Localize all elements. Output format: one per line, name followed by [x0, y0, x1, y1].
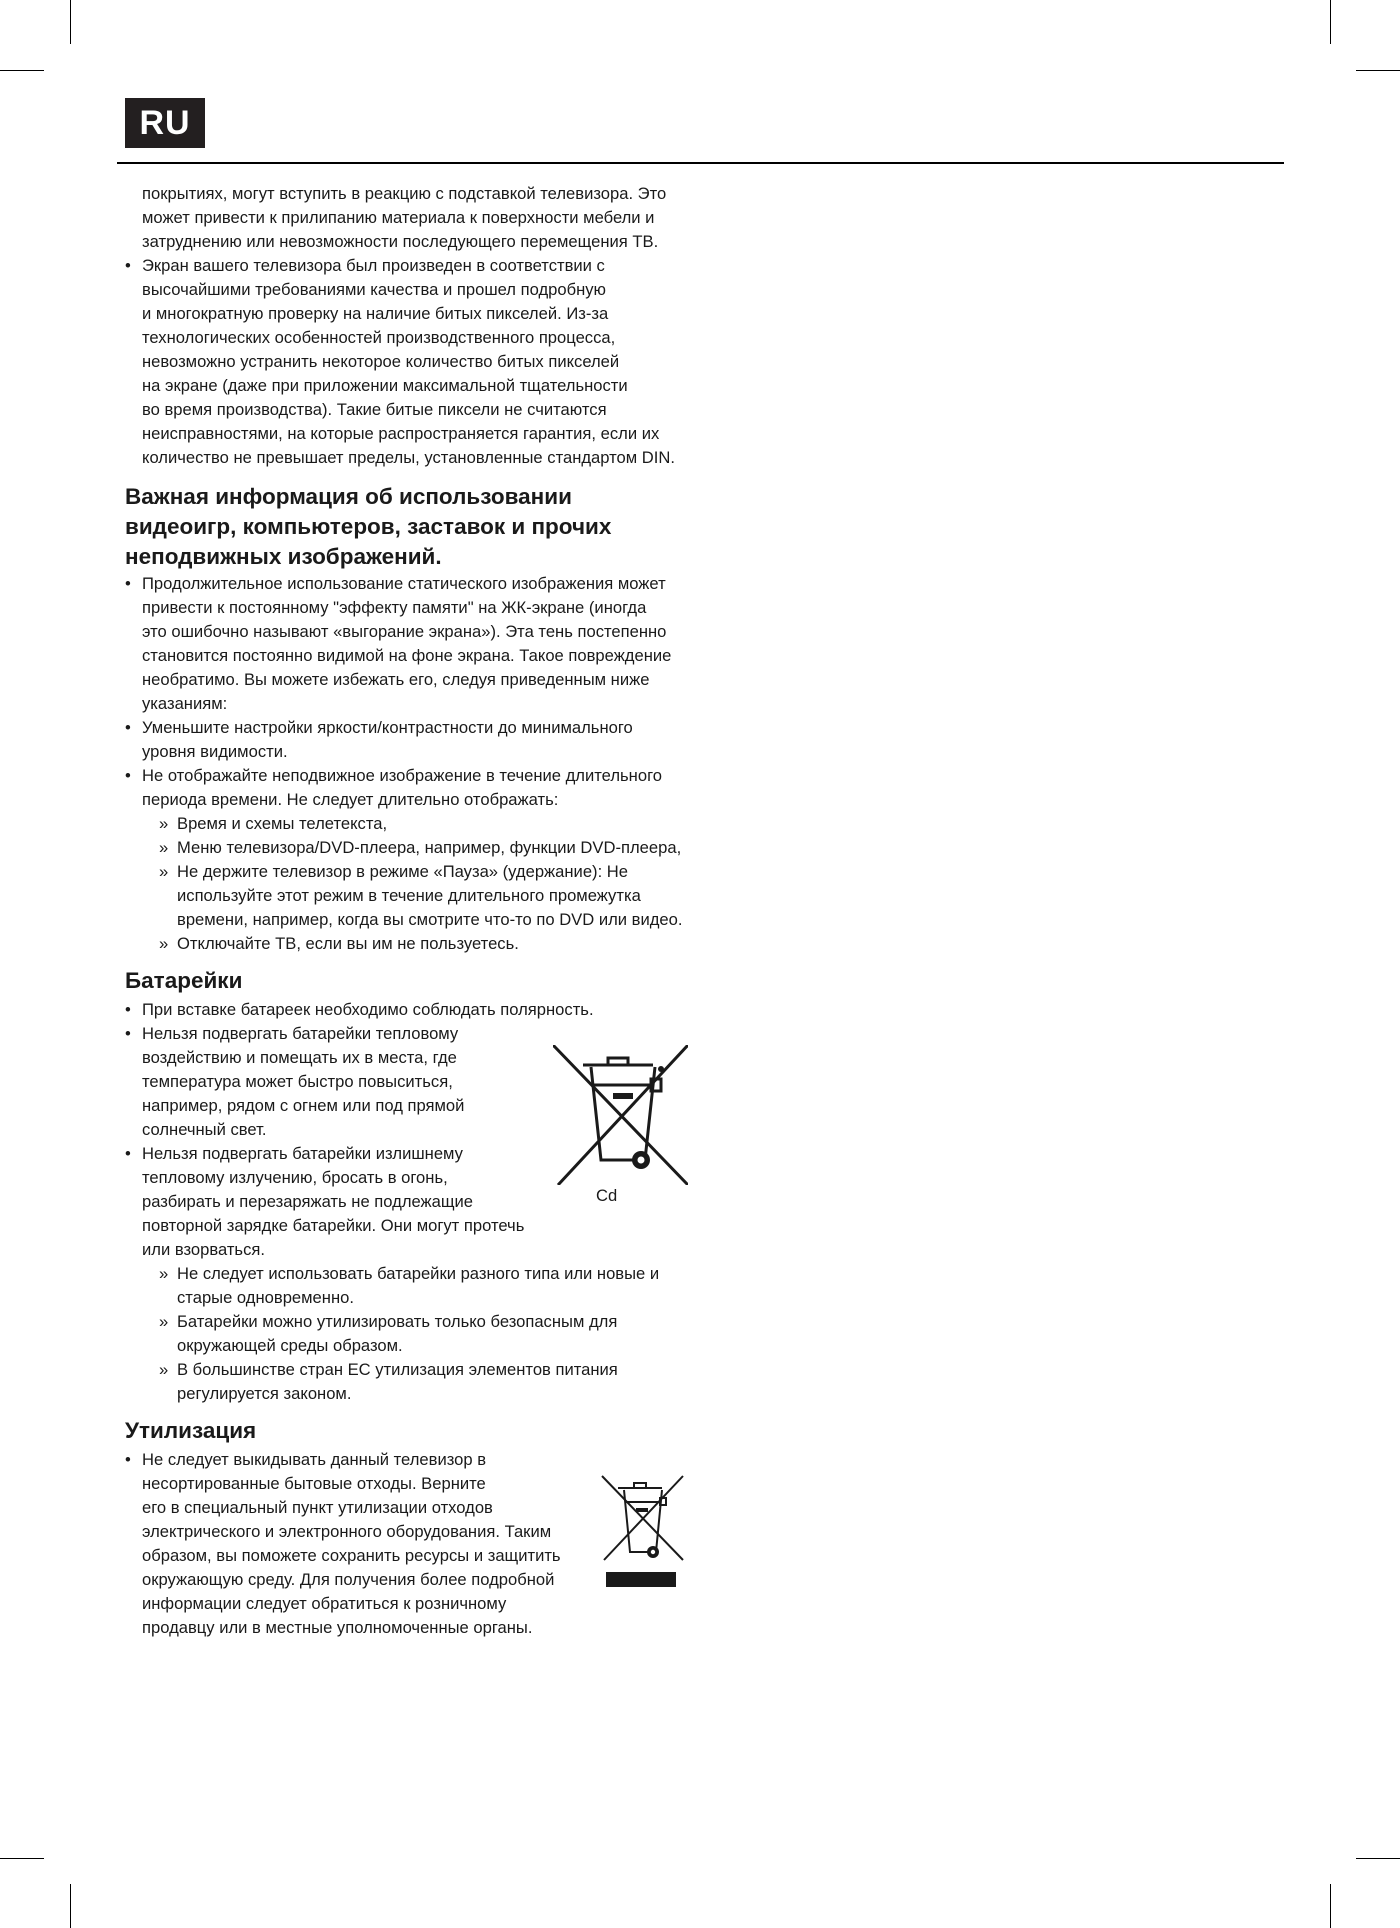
sub-list-item: » Время и схемы телетекста, [125, 812, 695, 836]
important-heading: Важная информация об использовании видеоигр, компьютеров, заставок и прочих неподвижных изображений. [125, 484, 612, 569]
batteries-heading: Батарейки [125, 968, 243, 993]
crossed-out-wheelie-bin-icon [553, 1045, 688, 1185]
sub-list-item: » Батарейки можно утилизировать только безопасным для окружающей среды образом. [125, 1310, 695, 1358]
disposal-heading: Утилизация [125, 1418, 257, 1443]
crop-mark [1356, 70, 1400, 71]
page-content [125, 182, 695, 1640]
sub-list-item: » Не держите телевизор в режиме «Пауза» (удержание): Не используйте этот режим в течение длительного промежутка времени, например, когда вы смотрите что-то по DVD или видео. [125, 860, 695, 932]
crop-mark [0, 1858, 44, 1859]
list-item: • Не следует выкидывать данный телевизор в несортированные бытовые отходы. Верните его в специальный пункт утилизации отходов электрического и электронного оборудования. Таким образом, вы поможете сохранить ресурсы и защитить окружающую среду. Для получения более подробной информации следует обратиться к розничному продавцу или в местные уполномоченные органы. [125, 1448, 695, 1640]
crop-mark [0, 70, 44, 71]
weee-crossed-bin-icon [600, 1474, 685, 1589]
list-item: • Нельзя подвергать батарейки излишнему тепловому излучению, бросать в огонь, разбирать и перезаряжать не подлежащие повторной зарядке батарейки. Они могут протечь или взорваться. [125, 1142, 695, 1262]
list-item: • Не отображайте неподвижное изображение в течение длительного периода времени. Не следует длительно отображать: [125, 764, 695, 812]
language-badge: RU [125, 98, 205, 148]
crop-mark [70, 1884, 71, 1928]
figure-caption: Cd [596, 1186, 618, 1205]
list-item: • Нельзя подвергать батарейки тепловому воздействию и помещать их в места, где температура может быстро повыситься, например, рядом с огнем или под прямой солнечный свет. [125, 1022, 695, 1142]
important-list [125, 572, 695, 956]
crop-mark [1330, 1884, 1331, 1928]
sub-list-item: » Отключайте ТВ, если вы им не пользуетесь. [125, 932, 695, 956]
list-item: • Экран вашего телевизора был произведен в соответствии с высочайшими требованиями качества и прошел подробную и многократную проверку на наличие битых пикселей. Из-за технологических особенностей производственного процесса, невозможно устранить некоторое количество битых пикселей на экране (даже при приложении максимальной тщательности во время производства). Такие битые пиксели не считаются неисправностями, на которые распространяется гарантия, если их количество не превышает пределы, установленные стандартом DIN. [125, 254, 695, 470]
sub-list-item: » В большинстве стран ЕС утилизация элементов питания регулируется законом. [125, 1358, 695, 1406]
list-item: • Уменьшите настройки яркости/контрастности до минимального уровня видимости. [125, 716, 695, 764]
crop-mark [1330, 0, 1331, 44]
sub-list-item: » Не следует использовать батарейки разного типа или новые и старые одновременно. [125, 1262, 695, 1310]
intro-list [125, 254, 695, 470]
header-rule [117, 162, 1284, 164]
list-item: • Продолжительное использование статического изображения может привести к постоянному "эффекту памяти" на ЖК-экране (иногда это ошибочно называют «выгорание экрана»). Эта тень постепенно становится постоянно видимой на фоне экрана. Такое повреждение необратимо. Вы можете избежать его, следуя приведенным ниже указаниям: [125, 572, 695, 716]
intro-continuation: покрытиях, могут вступить в реакцию с подставкой телевизора. Это может привести к прилипанию материала к поверхности мебели и затруднению или невозможности последующего перемещения ТВ. [142, 184, 667, 251]
sub-list-item: » Меню телевизора/DVD-плеера, например, функции DVD-плеера, [125, 836, 695, 860]
list-item: • При вставке батареек необходимо соблюдать полярность. [125, 998, 695, 1022]
crop-mark [1356, 1858, 1400, 1859]
crop-mark [70, 0, 71, 44]
